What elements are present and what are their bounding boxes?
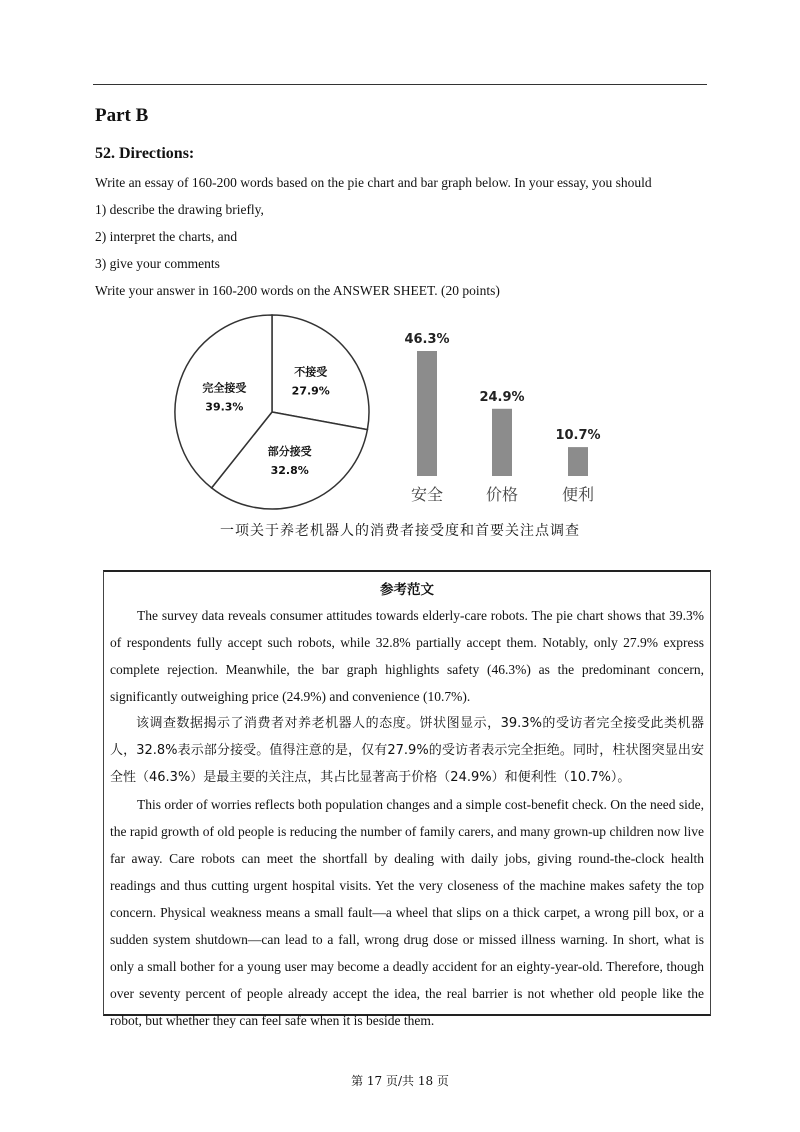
charts-figure (0, 300, 800, 550)
directions-line: Write your answer in 160-200 words on the ANSWER SHEET. (20 points) (95, 283, 500, 298)
bar (492, 409, 512, 476)
essay-paragraph-3: This order of worries reflects both population changes and a simple cost-benefit check. On the need side, the rapid growth of old people is reducing the number of family carers, and many grown-up children now live far away. Care robots can meet the shortfall by dealing with daily jobs, giving round-the-clock health readings and thus cutting urgent hospital visits. Yet the very closeness of the machine makes safety the top concern. Physical weakness means a small fault—a wheel that slips on a thick carpet, a wrong pill box, or a sudden system shutdown—can lead to a fall, wrong drug dose or missed illness warning. In short, what is only a small bother for a young user may become a deadly accident for an eighty-year-old. Therefore, though over seventy percent of people already accept the idea, the real barrier is not whether old people like the robot, but whether they can feel safe when it is beside them. (110, 797, 704, 1028)
pie-slice-label: 不接受 (294, 365, 328, 379)
pie-slice-label: 完全接受 (202, 381, 247, 395)
bar-category-label: 便利 (561, 485, 595, 504)
bar-category-label: 价格 (485, 485, 519, 504)
directions-line: 2) interpret the charts, and (95, 229, 238, 244)
page-footer: 第 17 页/共 18 页 (351, 1074, 449, 1088)
bar-value-label: 24.9% (479, 389, 525, 405)
part-title: Part B (95, 105, 149, 126)
bar-category-label: 安全 (410, 485, 444, 504)
directions-title: 52. Directions: (95, 145, 195, 162)
header-rule (93, 84, 707, 85)
bar-chart (404, 332, 600, 504)
pie-slice-value: 39.3% (205, 400, 244, 414)
bar-value-label: 46.3% (404, 332, 450, 347)
directions-line: 1) describe the drawing briefly, (95, 202, 264, 217)
directions-line: Write an essay of 160-200 words based on the pie chart and bar graph below. In your essay, you should (95, 175, 652, 190)
pie-chart (175, 315, 369, 509)
sample-essay-box (103, 570, 711, 1028)
pie-slice-label: 部分接受 (267, 445, 312, 459)
pie-slice-value: 27.9% (291, 384, 330, 398)
bar (568, 447, 588, 476)
essay-paragraph-1: The survey data reveals consumer attitudes towards elderly-care robots. The pie chart shows that 39.3% of respondents fully accept such robots, while 32.8% partially accept them. Notably, only 27.9% express complete rejection. Meanwhile, the bar graph highlights safety (46.3%) as the predominant concern, significantly outweighing price (24.9%) and convenience (10.7%). (110, 608, 704, 704)
bar-value-label: 10.7% (555, 428, 601, 444)
bar (417, 351, 437, 476)
figure-caption: 一项关于养老机器人的消费者接受度和首要关注点调查 (220, 523, 580, 539)
directions-line: 3) give your comments (95, 256, 220, 271)
pie-slice-value: 32.8% (270, 464, 309, 478)
essay-title: 参考范文 (380, 582, 434, 598)
essay-paragraph-2: 该调查数据揭示了消费者对养老机器人的态度。饼状图显示，39.3%的受访者完全接受此类机器人，32.8%表示部分接受。值得注意的是，仅有27.9%的受访者表示完全拒绝。同时，柱状图突显出安全性（46.3%）是最主要的关注点，其占比显著高于价格（24.9%）和便利性（10.7%）。 (110, 716, 704, 785)
